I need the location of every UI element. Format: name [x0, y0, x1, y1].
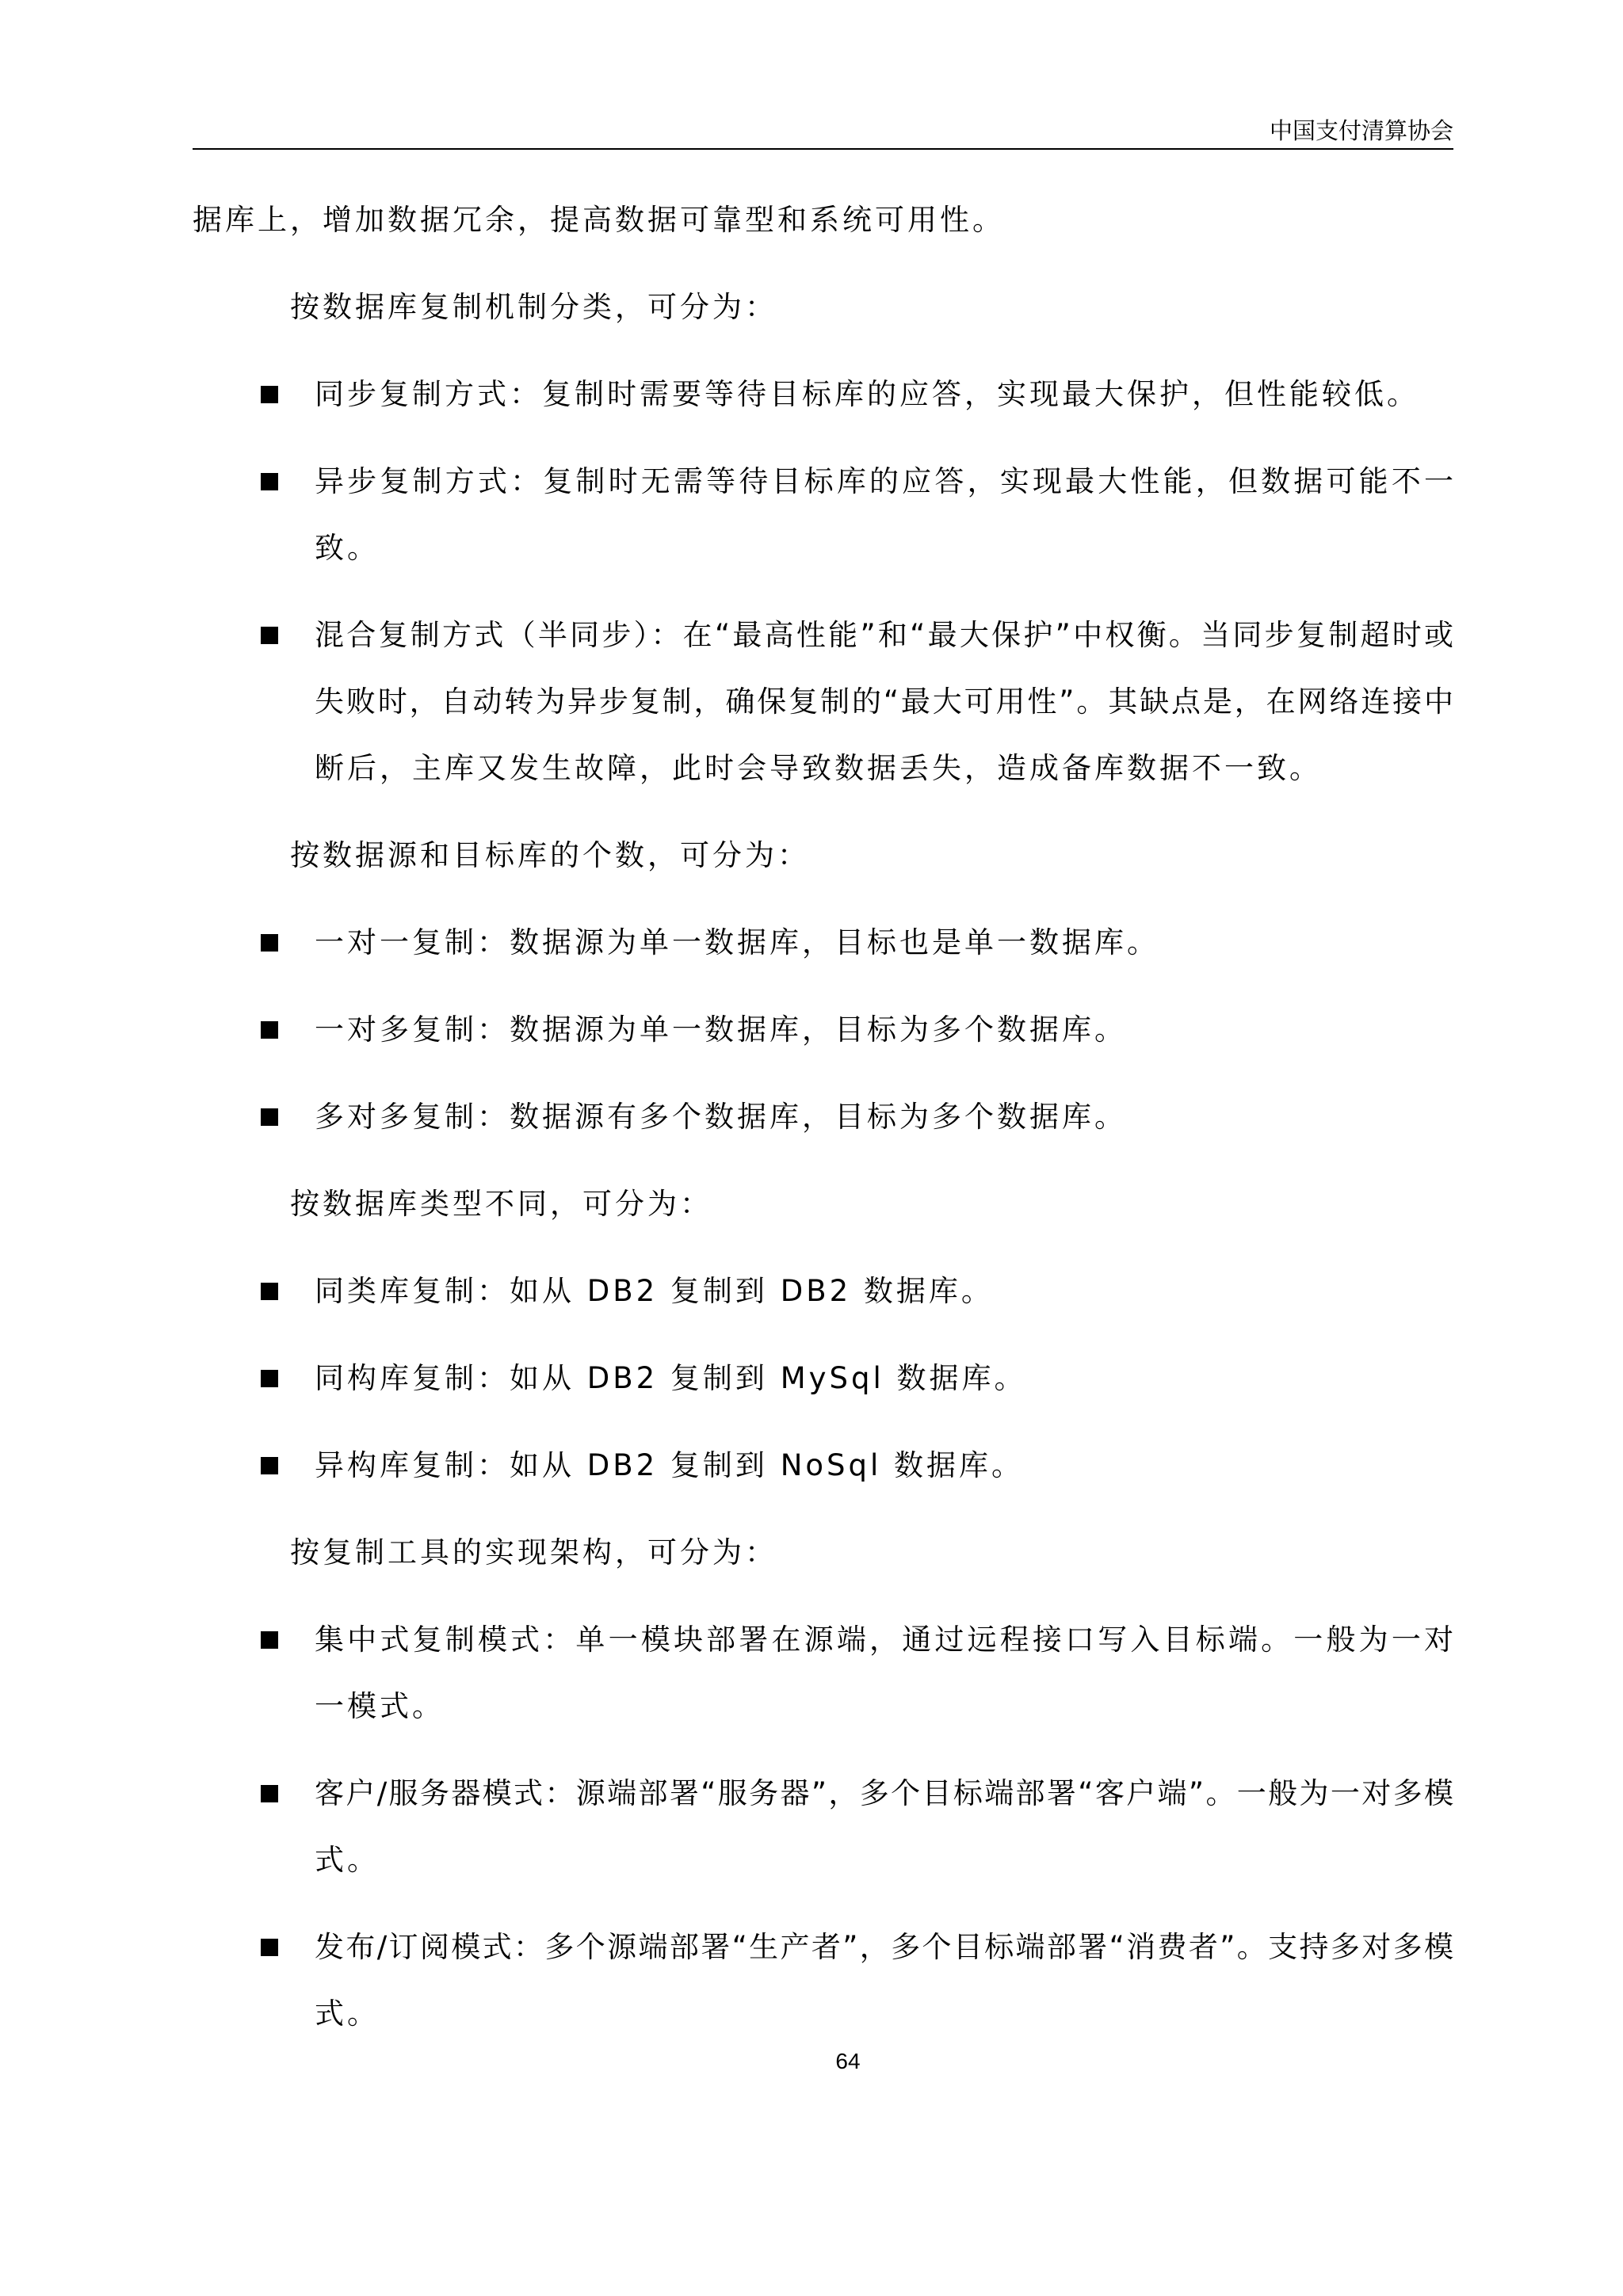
- bullet-square-icon: [261, 1631, 278, 1649]
- paragraph-line: 据库上，增加数据冗余，提高数据可靠型和系统可用性。: [193, 203, 1005, 237]
- bullet-item-line: 集中式复制模式：单一模块部署在源端，通过远程接口写入目标端。一般为一对: [315, 1623, 1453, 1657]
- bullet-item-line: 一对一复制：数据源为单一数据库，目标也是单一数据库。: [315, 925, 1159, 959]
- bullet-item-line: 客户/服务器模式：源端部署“服务器”，多个目标端部署“客户端”。一般为一对多模: [315, 1776, 1453, 1810]
- bullet-item-line: 失败时，自动转为异步复制，确保复制的“最大可用性”。其缺点是，在网络连接中: [315, 685, 1453, 719]
- bullet-item: [193, 448, 1453, 582]
- section-intro: [193, 822, 1453, 889]
- bullet-square-icon: [261, 934, 278, 952]
- running-header: 中国支付清算协会: [1269, 117, 1453, 144]
- bullet-square-icon: [261, 1370, 278, 1387]
- bullet-square-icon: [261, 1785, 278, 1802]
- bullet-item: [193, 1760, 1453, 1894]
- bullet-item-line: 发布/订阅模式：多个源端部署“生产者”，多个目标端部署“消费者”。支持多对多模: [315, 1930, 1453, 1964]
- bullet-item-line: 式。: [315, 1997, 380, 2031]
- bullet-item-line: 式。: [315, 1843, 380, 1877]
- bullet-item-line: 异步复制方式：复制时无需等待目标库的应答，实现最大性能，但数据可能不一: [315, 464, 1453, 498]
- bullet-item: [193, 1258, 1453, 1325]
- bullet-square-icon: [261, 1939, 278, 1956]
- bullet-item-line: 同步复制方式：复制时需要等待目标库的应答，实现最大保护，但性能较低。: [315, 377, 1419, 411]
- section-intro: [193, 274, 1453, 341]
- bullet-item-line: 断后，主库又发生故障，此时会导致数据丢失，造成备库数据不一致。: [315, 751, 1322, 785]
- bullet-item: [193, 361, 1453, 428]
- bullet-item-line: 混合复制方式（半同步）：在“最高性能”和“最大保护”中权衡。当同步复制超时或: [315, 618, 1453, 652]
- section-intro: [193, 1520, 1453, 1586]
- continuation-paragraph: [193, 187, 1453, 254]
- bullet-item-line: 一模式。: [315, 1689, 445, 1723]
- bullet-item: [193, 602, 1453, 802]
- bullet-item: [193, 910, 1453, 976]
- bullet-item: [193, 1345, 1453, 1412]
- bullet-square-icon: [261, 473, 278, 490]
- bullet-item: [193, 1432, 1453, 1499]
- bullet-item: [193, 1607, 1453, 1740]
- page-number: 64: [835, 2049, 861, 2073]
- bullet-item-line: 异构库复制：如从 DB2 复制到 NoSql 数据库。: [315, 1448, 1025, 1482]
- section-intro-line: 按数据库复制机制分类，可分为：: [290, 290, 777, 324]
- bullet-item: [193, 997, 1453, 1063]
- bullet-item-line: 多对多复制：数据源有多个数据库，目标为多个数据库。: [315, 1100, 1127, 1134]
- bullet-square-icon: [261, 1283, 278, 1300]
- bullet-item: [193, 1914, 1453, 2047]
- bullet-item-line: 同构库复制：如从 DB2 复制到 MySql 数据库。: [315, 1361, 1027, 1395]
- section-intro-line: 按数据源和目标库的个数，可分为：: [290, 838, 810, 872]
- bullet-square-icon: [261, 1108, 278, 1126]
- bullet-item: [193, 1084, 1453, 1150]
- bullet-square-icon: [261, 1021, 278, 1039]
- section-intro-line: 按数据库类型不同，可分为：: [290, 1187, 712, 1221]
- bullet-item-line: 一对多复制：数据源为单一数据库，目标为多个数据库。: [315, 1013, 1127, 1047]
- bullet-item-line: 致。: [315, 531, 380, 565]
- bullet-square-icon: [261, 627, 278, 644]
- page-body: [193, 187, 1453, 2047]
- section-intro: [193, 1171, 1453, 1238]
- bullet-square-icon: [261, 386, 278, 403]
- section-intro-line: 按复制工具的实现架构，可分为：: [290, 1535, 777, 1569]
- header-divider: [193, 148, 1453, 150]
- bullet-square-icon: [261, 1457, 278, 1474]
- bullet-item-line: 同类库复制：如从 DB2 复制到 DB2 数据库。: [315, 1274, 994, 1308]
